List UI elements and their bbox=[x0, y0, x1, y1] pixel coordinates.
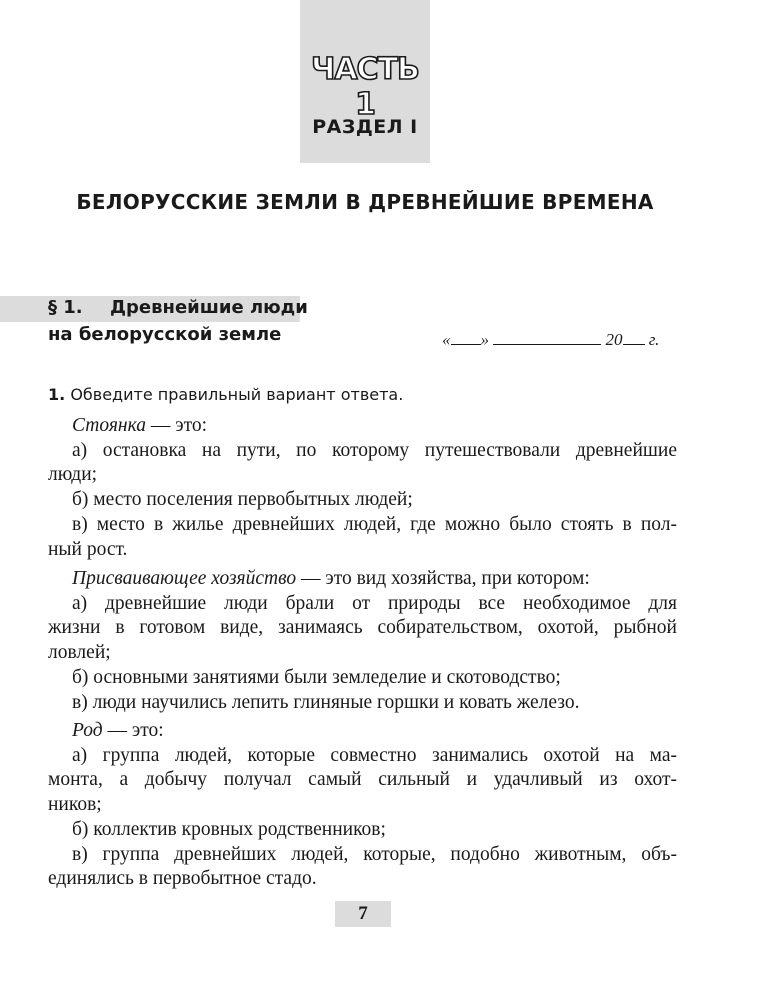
answer-line: в) группа древнейших людей, которые, подобно животным, объ- bbox=[72, 843, 677, 865]
answer-line: жизни в готовом виде, занимаясь собирательством, охотой, рыбной bbox=[48, 617, 677, 639]
question-3-stem bbox=[48, 719, 677, 744]
answer-line: единялись в первобытное стадо. bbox=[48, 868, 317, 890]
question-term: Присваивающее хозяйство bbox=[72, 568, 297, 589]
day-blank bbox=[451, 330, 481, 345]
year-prefix: 20 bbox=[605, 330, 623, 349]
question-stem-rest: — это вид хозяйства, при котором: bbox=[296, 568, 590, 589]
task-text: Обведите правильный вариант ответа. bbox=[70, 385, 404, 404]
chapter-heading: БЕЛОРУССКИЕ ЗЕМЛИ В ДРЕВНЕЙШИЕ ВРЕМЕНА bbox=[76, 190, 654, 214]
question-1 bbox=[48, 414, 677, 562]
answer-line: монта, а добычу получал самый сильный и удачливый из охот- bbox=[48, 769, 677, 791]
question-1-stem bbox=[48, 414, 677, 439]
question-3 bbox=[48, 719, 677, 892]
question-2-stem bbox=[48, 567, 677, 592]
answer-line: б) место поселения первобытных людей; bbox=[72, 489, 413, 511]
paragraph-title-line2: на белорусской земле bbox=[48, 324, 282, 345]
answer-line: ный рост. bbox=[48, 538, 128, 560]
question-term: Род bbox=[72, 720, 103, 741]
question-term: Стоянка bbox=[72, 415, 146, 436]
month-blank bbox=[493, 330, 601, 345]
part-title: ЧАСТЬ 1 bbox=[311, 52, 419, 122]
page-number-box bbox=[335, 901, 391, 927]
answer-line: а) древнейшие люди брали от природы все необходимое для bbox=[72, 592, 677, 614]
answer-line: в) место в жилье древнейших людей, где можно было стоять в пол- bbox=[72, 513, 677, 535]
answer-line: б) коллектив кровных родственников; bbox=[72, 818, 386, 840]
question-stem-rest: — это: bbox=[102, 720, 164, 741]
section-title: РАЗДЕЛ I bbox=[312, 116, 418, 138]
answer-line: ловлей; bbox=[48, 642, 111, 664]
question-stem-rest: — это: bbox=[145, 415, 208, 436]
part-header-block bbox=[300, 0, 430, 163]
date-field bbox=[442, 330, 659, 350]
answer-line: в) люди научились лепить глиняные горшки и ковать железо. bbox=[72, 691, 580, 713]
answer-line: б) основными занятиями были земледелие и скотоводство; bbox=[72, 666, 561, 688]
task-instruction bbox=[48, 385, 403, 404]
answer-line: а) группа людей, которые совместно занимались охотой на ма- bbox=[72, 744, 677, 766]
question-2 bbox=[48, 567, 677, 715]
date-close-quote: » bbox=[480, 330, 489, 349]
date-open-quote: « bbox=[442, 330, 451, 349]
year-blank bbox=[623, 330, 645, 345]
answer-line: ников; bbox=[48, 794, 102, 816]
answer-line: люди; bbox=[48, 464, 98, 486]
paragraph-title-line1: Древнейшие люди bbox=[110, 297, 308, 318]
year-suffix: г. bbox=[648, 330, 660, 349]
answer-line: а) остановка на пути, по которому путешествовали древнейшие bbox=[72, 439, 677, 461]
task-number: 1. bbox=[48, 385, 66, 404]
paragraph-number: § 1. bbox=[48, 297, 83, 318]
page-number: 7 bbox=[358, 903, 368, 924]
